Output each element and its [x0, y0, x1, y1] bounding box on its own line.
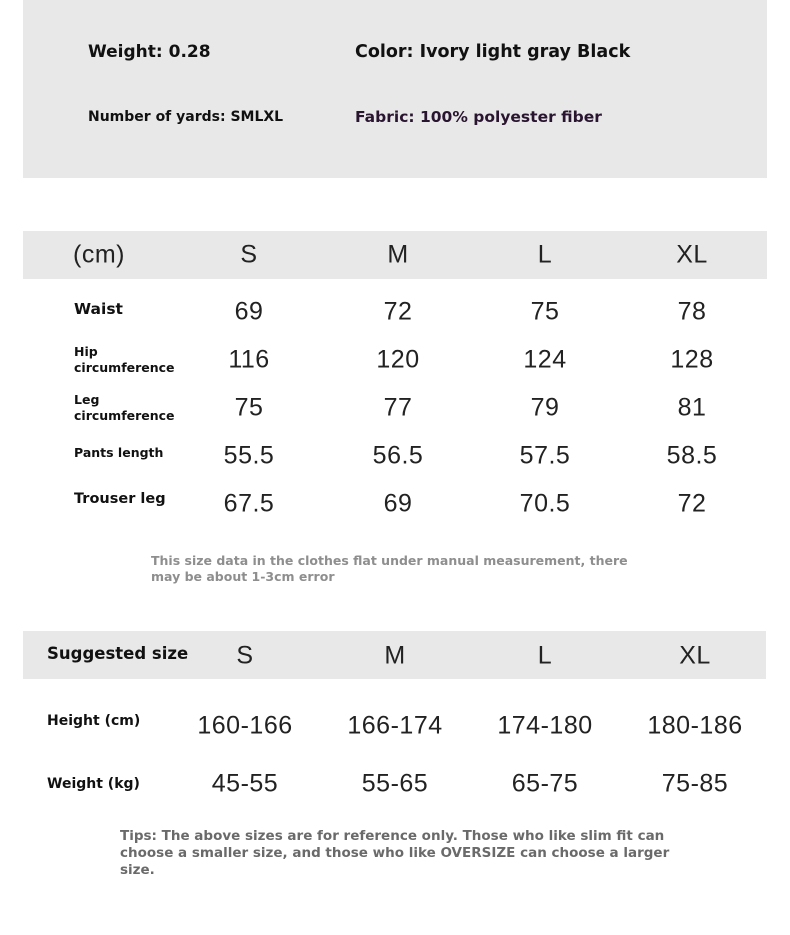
size-header-xl: XL [676, 240, 708, 269]
table-cell: 69 [383, 489, 413, 518]
suggest-header-m: M [384, 641, 406, 670]
row-label-hip: Hip circumference [74, 344, 175, 375]
fabric-info: Fabric: 100% polyester fiber [355, 108, 602, 126]
row-label-pants-length: Pants length [74, 445, 164, 460]
yards-info: Number of yards: SMLXL [88, 109, 284, 125]
table-cell: 56.5 [372, 441, 424, 470]
row-label-leg: Leg circumference [74, 392, 175, 423]
suggest-header-l: L [537, 641, 553, 670]
size-header-m: M [387, 240, 409, 269]
table-cell: 65-75 [511, 769, 579, 798]
product-info-panel [23, 0, 767, 178]
table-cell: 75 [530, 297, 560, 326]
table-cell: 166-174 [347, 711, 443, 740]
table-cell: 72 [383, 297, 413, 326]
table-cell: 55-65 [361, 769, 429, 798]
weight-info: Weight: 0.28 [88, 42, 211, 62]
row-label-trouser-leg: Trouser leg [74, 491, 166, 507]
table-cell: 70.5 [519, 489, 571, 518]
table-cell: 75-85 [661, 769, 729, 798]
table-cell: 160-166 [197, 711, 293, 740]
table-cell: 174-180 [497, 711, 593, 740]
table-cell: 55.5 [223, 441, 275, 470]
color-info: Color: Ivory light gray Black [355, 42, 631, 62]
table-cell: 180-186 [647, 711, 743, 740]
table-cell: 128 [670, 345, 714, 374]
table-cell: 58.5 [666, 441, 718, 470]
table-cell: 79 [530, 393, 560, 422]
table-cell: 45-55 [211, 769, 279, 798]
table-cell: 77 [383, 393, 413, 422]
row-label-height: Height (cm) [47, 713, 141, 729]
suggest-header-s: S [236, 641, 254, 670]
table-cell: 120 [376, 345, 420, 374]
table-cell: 67.5 [223, 489, 275, 518]
row-label-waist: Waist [74, 300, 123, 318]
size-header-l: L [537, 240, 553, 269]
table-cell: 57.5 [519, 441, 571, 470]
tips-note: Tips: The above sizes are for reference only. Those who like slim fit can choose a smaller size, and those who like OVERSIZE can choose a larger size. [120, 828, 670, 878]
row-label-weight: Weight (kg) [47, 776, 140, 792]
table-cell: 81 [677, 393, 707, 422]
suggest-header-xl: XL [679, 641, 711, 670]
table-cell: 124 [523, 345, 567, 374]
table-cell: 75 [234, 393, 264, 422]
size-header-s: S [240, 240, 258, 269]
measurement-note: This size data in the clothes flat under manual measurement, there may be about 1-3cm error [151, 553, 628, 584]
table-cell: 69 [234, 297, 264, 326]
table-cell: 72 [677, 489, 707, 518]
unit-label: (cm) [73, 240, 125, 269]
table-cell: 78 [677, 297, 707, 326]
table-cell: 116 [228, 345, 270, 374]
suggested-size-label: Suggested size [47, 644, 189, 663]
